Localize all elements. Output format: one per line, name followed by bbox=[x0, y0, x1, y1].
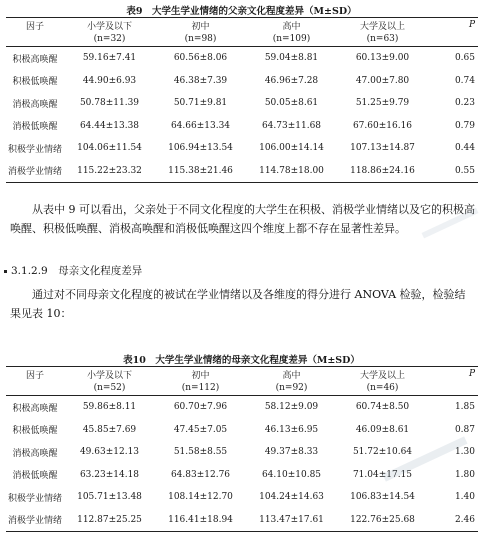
table-row bbox=[6, 419, 478, 442]
col-header: 初中 bbox=[191, 370, 210, 381]
paragraph-2: 通过对不同母亲文化程度的被试在学业情绪以及各维度的得分进行 ANOVA 检验，检验结果见表 10： bbox=[10, 288, 466, 320]
factor-header: 因子 bbox=[25, 370, 44, 381]
cell: 44.90±6.93 bbox=[82, 75, 137, 86]
cell: 104.06±11.54 bbox=[77, 143, 142, 154]
cell: 59.04±8.81 bbox=[264, 53, 319, 64]
row-label: 消极高唤醒 bbox=[12, 448, 58, 459]
p-value: 0.23 bbox=[454, 98, 475, 109]
cell: 60.74±8.50 bbox=[355, 402, 410, 413]
table-row bbox=[6, 509, 478, 532]
row-label: 积极低唤醒 bbox=[12, 77, 58, 88]
cell: 60.13±9.00 bbox=[355, 53, 410, 64]
cell: 67.60±16.16 bbox=[352, 120, 413, 131]
p-value: 0.87 bbox=[454, 424, 475, 435]
n-header: (n=92) bbox=[246, 381, 337, 396]
col-header: 高中 bbox=[282, 21, 301, 32]
cell: 116.41±18.94 bbox=[168, 514, 233, 525]
cell: 60.70±7.96 bbox=[173, 402, 228, 413]
cell: 59.16±7.41 bbox=[82, 53, 137, 64]
cell: 104.24±14.63 bbox=[259, 492, 324, 503]
cell: 63.23±14.18 bbox=[79, 469, 140, 480]
table-row bbox=[6, 396, 478, 419]
col-header: 小学及以下 bbox=[86, 370, 132, 381]
col-header: 大学及以上 bbox=[359, 370, 405, 381]
cell: 105.71±13.48 bbox=[77, 492, 142, 503]
row-label: 积极低唤醒 bbox=[12, 426, 58, 437]
n-header: (n=52) bbox=[64, 381, 155, 396]
p-header: P bbox=[468, 369, 475, 379]
p-value: 0.55 bbox=[454, 165, 475, 176]
table-row bbox=[6, 115, 478, 138]
cell: 108.14±12.70 bbox=[168, 492, 233, 503]
table9 bbox=[6, 17, 478, 183]
table-row bbox=[6, 160, 478, 183]
n-header: (n=46) bbox=[337, 381, 428, 396]
n-header: (n=112) bbox=[155, 381, 246, 396]
cell: 64.44±13.38 bbox=[79, 120, 140, 131]
cell: 106.00±14.14 bbox=[259, 143, 324, 154]
row-label: 积极高唤醒 bbox=[12, 54, 58, 65]
table-row bbox=[6, 92, 478, 115]
cell: 49.37±8.33 bbox=[264, 447, 319, 458]
cell: 58.12±9.09 bbox=[264, 402, 319, 413]
row-label: 消极低唤醒 bbox=[12, 122, 58, 133]
cell: 113.47±17.61 bbox=[259, 514, 324, 525]
section-heading-text: 3.1.2.9 母亲文化程度差异 bbox=[11, 265, 143, 277]
col-header: 小学及以下 bbox=[86, 21, 132, 32]
p-value: 1.40 bbox=[454, 492, 475, 503]
cell: 51.58±8.55 bbox=[173, 447, 228, 458]
cell: 51.72±10.64 bbox=[352, 447, 413, 458]
table-row bbox=[6, 137, 478, 160]
col-header: 大学及以上 bbox=[359, 21, 405, 32]
table-row bbox=[6, 70, 478, 93]
row-label: 消极学业情绪 bbox=[8, 516, 63, 527]
p-value: 0.44 bbox=[454, 143, 475, 154]
p-value: 1.80 bbox=[454, 469, 475, 480]
table-row bbox=[6, 441, 478, 464]
p-value: 1.30 bbox=[454, 447, 475, 458]
section-heading bbox=[4, 263, 142, 278]
p-value: 0.74 bbox=[454, 75, 475, 86]
cell: 51.25±9.79 bbox=[355, 98, 410, 109]
p-value: 0.79 bbox=[454, 120, 475, 131]
table10-caption: 表10 大学生学业情绪的母亲文化程度差异（M±SD） bbox=[123, 355, 360, 366]
row-label: 积极学业情绪 bbox=[8, 144, 63, 155]
cell: 106.94±13.54 bbox=[168, 143, 233, 154]
n-header: (n=32) bbox=[64, 32, 155, 47]
cell: 71.04±17.15 bbox=[352, 469, 413, 480]
cell: 45.85±7.69 bbox=[82, 424, 137, 435]
cell: 118.86±24.16 bbox=[350, 165, 415, 176]
cell: 64.73±11.68 bbox=[261, 120, 322, 131]
cell: 122.76±25.68 bbox=[350, 514, 415, 525]
cell: 60.56±8.06 bbox=[173, 53, 228, 64]
table-row bbox=[6, 486, 478, 509]
cell: 46.13±6.95 bbox=[264, 424, 319, 435]
paragraph-1: 从表中 9 可以看出，父亲处于不同文化程度的大学生在积极、消极学业情绪以及它的积极高唤醒、积极低唤醒、消极高唤醒和消极低唤醒这四个维度上都不存在显著性差异。 bbox=[10, 203, 475, 235]
cell: 50.78±11.39 bbox=[79, 98, 140, 109]
cell: 64.66±13.34 bbox=[170, 120, 231, 131]
cell: 47.45±7.05 bbox=[173, 424, 228, 435]
cell: 46.38±7.39 bbox=[173, 75, 228, 86]
p-header: P bbox=[468, 20, 475, 30]
cell: 115.22±23.32 bbox=[77, 165, 142, 176]
cell: 46.09±8.61 bbox=[355, 424, 410, 435]
p-value: 0.65 bbox=[454, 53, 475, 64]
row-label: 消极高唤醒 bbox=[12, 99, 58, 110]
cell: 114.78±18.00 bbox=[259, 165, 324, 176]
row-label: 消极低唤醒 bbox=[12, 471, 58, 482]
factor-header: 因子 bbox=[25, 21, 44, 32]
cell: 64.10±10.85 bbox=[261, 469, 322, 480]
cell: 112.87±25.25 bbox=[77, 514, 142, 525]
cell: 49.63±12.13 bbox=[79, 447, 140, 458]
table10 bbox=[6, 366, 478, 532]
cell: 64.83±12.76 bbox=[170, 469, 231, 480]
row-label: 消极学业情绪 bbox=[8, 167, 63, 178]
n-header: (n=98) bbox=[155, 32, 246, 47]
cell: 59.86±8.11 bbox=[82, 402, 137, 413]
table-row bbox=[6, 464, 478, 487]
row-label: 积极高唤醒 bbox=[12, 403, 58, 414]
table-row bbox=[6, 47, 478, 70]
bullet-dot bbox=[4, 270, 7, 273]
col-header: 高中 bbox=[282, 370, 301, 381]
n-header: (n=63) bbox=[337, 32, 428, 47]
cell: 106.83±14.54 bbox=[350, 492, 415, 503]
n-header: (n=109) bbox=[246, 32, 337, 47]
p-value: 2.46 bbox=[454, 514, 475, 525]
cell: 107.13±14.87 bbox=[350, 143, 415, 154]
cell: 50.71±9.81 bbox=[173, 98, 228, 109]
cell: 115.38±21.46 bbox=[168, 165, 233, 176]
row-label: 积极学业情绪 bbox=[8, 493, 63, 504]
p-value: 1.85 bbox=[454, 402, 475, 413]
cell: 46.96±7.28 bbox=[264, 75, 319, 86]
cell: 47.00±7.80 bbox=[355, 75, 410, 86]
cell: 50.05±8.61 bbox=[264, 98, 319, 109]
col-header: 初中 bbox=[191, 21, 210, 32]
table9-caption: 表9 大学生学业情绪的父亲文化程度差异（M±SD） bbox=[126, 6, 357, 17]
